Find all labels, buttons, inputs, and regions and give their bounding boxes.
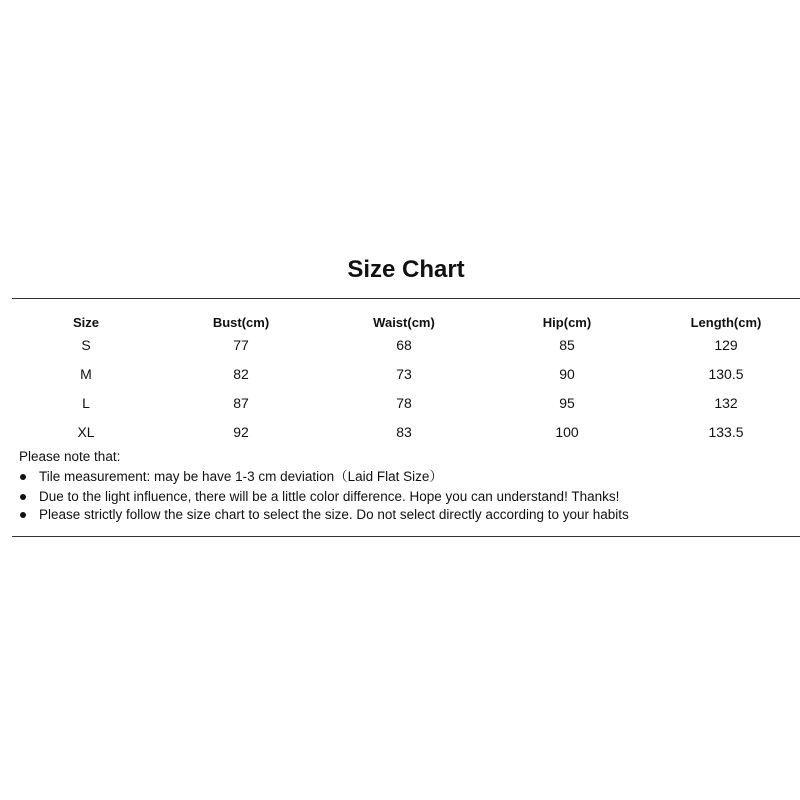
size-cell: L [82, 395, 90, 411]
note-text: Due to the light influence, there will be a little color difference. Hope you can understand! Thanks! [39, 489, 620, 504]
hip-cell: 95 [559, 395, 575, 411]
bust-cell: 92 [233, 424, 249, 440]
page-title: Size Chart [347, 256, 465, 283]
bullet-icon [20, 512, 26, 518]
bullet-icon [20, 494, 26, 500]
notes-section [19, 448, 789, 524]
top-divider [12, 298, 800, 299]
note-item [19, 506, 789, 524]
bust-cell: 82 [233, 366, 249, 382]
column-header-length: Length(cm) [690, 315, 762, 330]
waist-cell: 68 [396, 337, 412, 353]
table-row [0, 334, 800, 363]
length-cell: 130.5 [708, 366, 744, 382]
table-header-row [0, 312, 800, 334]
note-text: Tile measurement: may be have 1-3 cm deviation（Laid Flat Size） [39, 469, 443, 484]
notes-heading: Please note that: [19, 449, 121, 464]
size-cell: M [80, 366, 92, 382]
table-row [0, 363, 800, 392]
size-table [0, 312, 800, 450]
length-cell: 129 [714, 337, 738, 353]
hip-cell: 100 [555, 424, 579, 440]
hip-cell: 90 [559, 366, 575, 382]
table-row [0, 421, 800, 450]
size-cell: S [81, 337, 91, 353]
column-header-waist: Waist(cm) [373, 315, 435, 330]
column-header-size: Size [72, 315, 99, 330]
length-cell: 132 [714, 395, 738, 411]
column-header-hip: Hip(cm) [542, 315, 592, 330]
size-cell: XL [77, 424, 95, 440]
column-header-bust: Bust(cm) [212, 315, 270, 330]
waist-cell: 73 [396, 366, 412, 382]
length-cell: 133.5 [708, 424, 744, 440]
waist-cell: 78 [396, 395, 412, 411]
note-text: Please strictly follow the size chart to select the size. Do not select directly according to your habits [39, 507, 629, 522]
table-row [0, 392, 800, 421]
note-item [19, 468, 789, 486]
bust-cell: 77 [233, 337, 249, 353]
bust-cell: 87 [233, 395, 249, 411]
bullet-icon [20, 474, 26, 480]
waist-cell: 83 [396, 424, 412, 440]
hip-cell: 85 [559, 337, 575, 353]
note-item [19, 488, 789, 506]
bottom-divider [12, 536, 800, 537]
